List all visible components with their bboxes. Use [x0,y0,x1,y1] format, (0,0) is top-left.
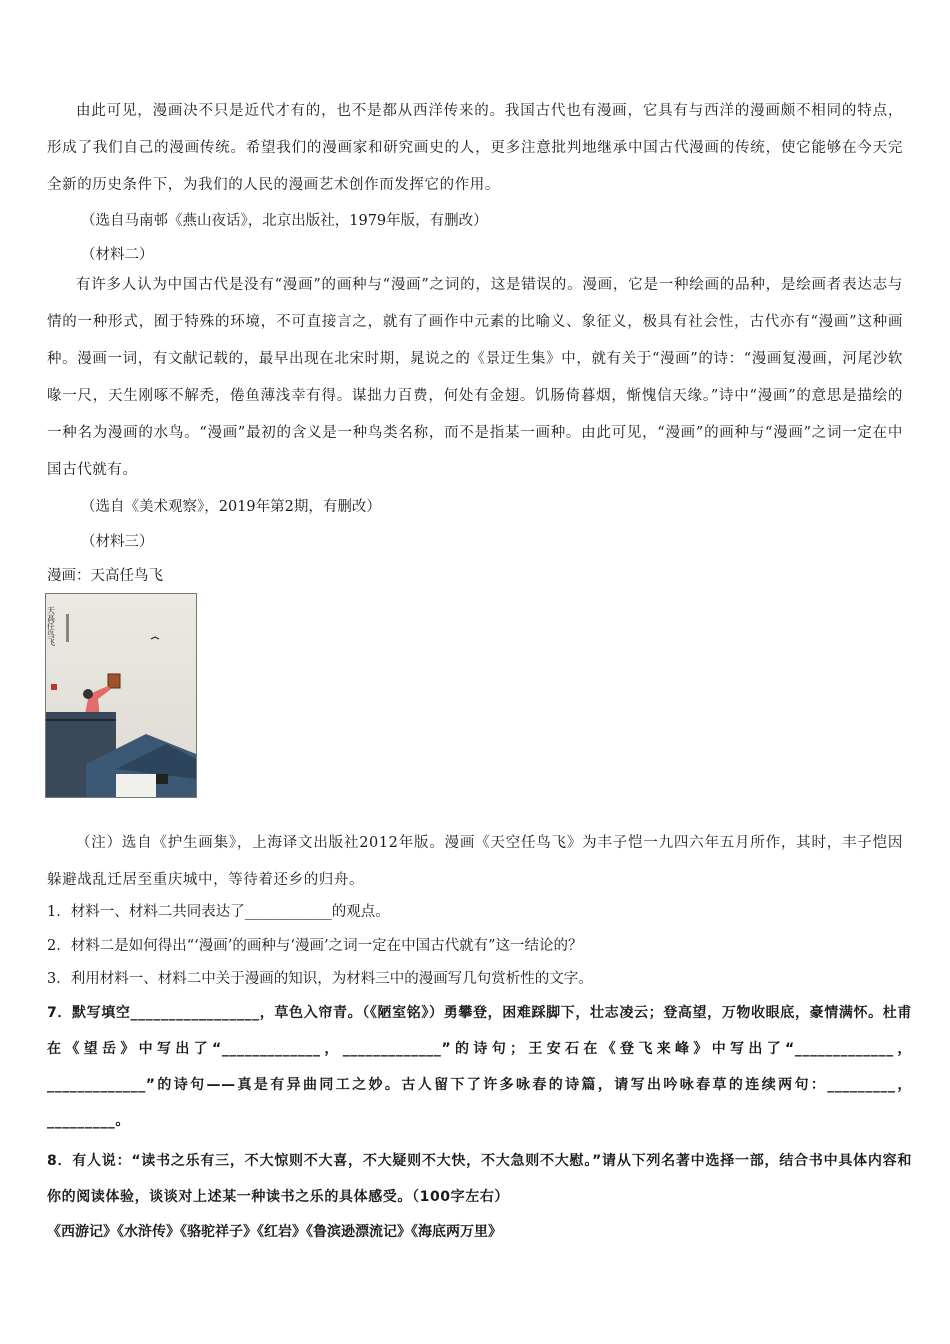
material1-paragraph: 由此可见，漫画决不只是近代才有的，也不是都从西洋传来的。我国古代也有漫画，它具有与西洋的漫画颇不相同的特点，形成了我们自己的漫画传统。希望我们的漫画家和研究画史的人，更多注意批判地继承中国古代漫画的传统，使它能够在今天完全新的历史条件下，为我们的人民的漫画艺术创作而发挥它的作用。 [47,103,903,193]
material2-paragraph: 有许多人认为中国古代是没有“漫画”的画种与“漫画”之词的，这是错误的。漫画，它是一种绘画的品种，是绘画者表达志与情的一种形式，囿于特殊的环境，不可直接言之，就有了画作中元素的比喻义、象征义，极具有社会性，古代亦有“漫画”这种画种。漫画一词，有文献记载的，最早出现在北宋时期，晁说之的《景迂生集》中，就有关于“漫画”的诗：“漫画复漫画，河尾沙软喙一尺，天生刚啄不解禿，倦鱼薄浅幸有得。谋拙力百费，何处有金翅。饥肠倚暮烟，惭愧信天缘。”诗中“漫画”的意思是描绘的一种名为漫画的水鸟。“漫画”最初的含义是一种鸟类名称，而不是指某一画种。由此可见，“漫画”的画种与“漫画”之词一定在中国古代就有。 [47,277,903,478]
red-seal [51,684,57,690]
comic-title: 漫画：天高任鸟飞 [47,568,163,584]
question-7: 7．默写填空_________________，草色入帘青。（《陋室铭》）勇攀登，困难踩脚下，壮志凌云；登高望，万物收眼底，豪情满怀。杜甫在《望岳》中写出了“_____________，_____________”的诗句；王安石在《登飞来峰》中写出了“_____________，_____________”的诗句——真是有异曲同工之妙。古人留下了许多咏春的诗篇，请写出吟咏春草的连续两句：_________，_________。 [47,1005,912,1129]
question-2: 2．材料二是如何得出“‘漫画’的画种与‘漫画’之词一定在中国古代就有”这一结论的？ [47,938,583,954]
signature-brushstrokes [66,614,69,642]
house-wall [116,774,156,797]
source-citation-1: （选自马南邨《燕山夜话》，北京出版社，1979年版，有删改） [81,213,488,229]
comic-note: （注）选自《护生画集》，上海译文出版社2012年版。漫画《天空任鸟飞》为丰子恺一九四六年五月所作，其时，丰子恺因躲避战乱迁居至重庆城中，等待着还乡的归舟。 [47,835,903,888]
material3-label: （材料三） [81,534,154,550]
comic-painting-image [45,593,197,798]
house-window [156,774,168,784]
source-citation-2: （选自《美术观察》，2019年第2期，有删改） [81,499,381,515]
birdcage [108,674,120,688]
book-list: 《西游记》《水浒传》《骆驼祥子》《红岩》《鲁滨逊漂流记》《海底两万里》 [47,1224,502,1240]
question-1: 1．材料一、材料二共同表达了____________的观点。 [47,904,390,920]
question-8: 8．有人说：“读书之乐有三，不大惊则不大喜，不大疑则不大快，不大急则不大慰。”请从下列名著中选择一部，结合书中具体内容和你的阅读体验，谈谈对上述某一种读书之乐的具体感受。（100字左右） [47,1153,912,1205]
painting-inscription: 天高任鸟飞 [46,606,56,646]
question-3: 3．利用材料一、材料二中关于漫画的知识，为材料三中的漫画写几句赏析性的文字。 [47,971,593,987]
person-head [83,689,93,699]
material2-label: （材料二） [81,247,154,263]
